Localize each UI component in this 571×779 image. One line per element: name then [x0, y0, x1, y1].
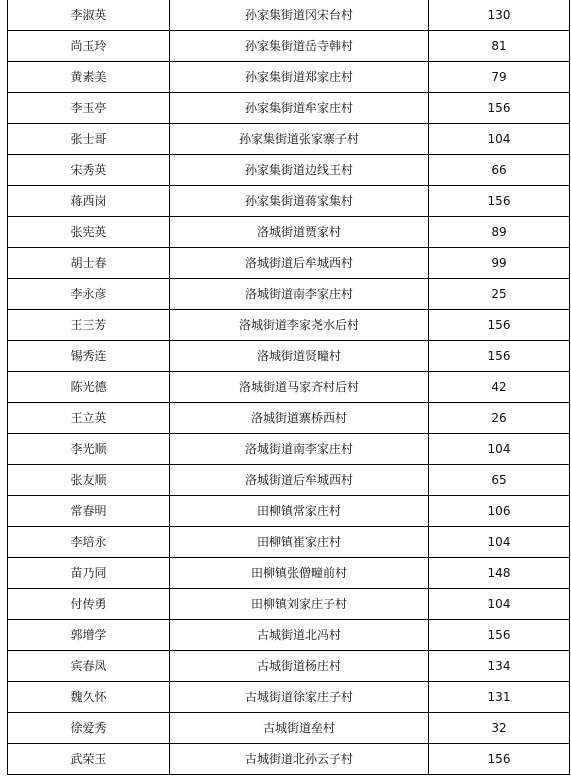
name-cell: 苗乃同: [8, 558, 170, 589]
table-row: [8, 0, 570, 31]
name-cell: 宋秀英: [8, 155, 170, 186]
count-cell: 156: [429, 93, 570, 124]
table-row: [8, 403, 570, 434]
name-cell: 张士哥: [8, 124, 170, 155]
count-cell: 42: [429, 372, 570, 403]
count-cell: 156: [429, 186, 570, 217]
name-cell: 徐爱秀: [8, 713, 170, 744]
count-cell: 156: [429, 620, 570, 651]
count-cell: 106: [429, 496, 570, 527]
table-row: [8, 589, 570, 620]
name-cell: 张友顺: [8, 465, 170, 496]
roster-table: [7, 0, 570, 775]
address-cell: 孙家集街道蒋家集村: [170, 186, 429, 217]
address-cell: 洛城街道南李家庄村: [170, 434, 429, 465]
address-cell: 古城街道北冯村: [170, 620, 429, 651]
name-cell: 李永彦: [8, 279, 170, 310]
name-cell: 李淑英: [8, 0, 170, 31]
address-cell: 孙家集街道边线王村: [170, 155, 429, 186]
table-row: [8, 62, 570, 93]
name-cell: 王立英: [8, 403, 170, 434]
name-cell: 锡秀连: [8, 341, 170, 372]
name-cell: 李玉亭: [8, 93, 170, 124]
table-row: [8, 682, 570, 713]
address-cell: 田柳镇刘家庄子村: [170, 589, 429, 620]
name-cell: 尚玉玲: [8, 31, 170, 62]
table-row: [8, 341, 570, 372]
count-cell: 130: [429, 0, 570, 31]
name-cell: 王三芳: [8, 310, 170, 341]
address-cell: 田柳镇张僧疃前村: [170, 558, 429, 589]
name-cell: 蒋西岗: [8, 186, 170, 217]
count-cell: 26: [429, 403, 570, 434]
name-cell: 黄素美: [8, 62, 170, 93]
count-cell: 104: [429, 434, 570, 465]
roster-table-body: [8, 0, 570, 775]
name-cell: 宾春凤: [8, 651, 170, 682]
address-cell: 孙家集街道郑家庄村: [170, 62, 429, 93]
count-cell: 104: [429, 124, 570, 155]
count-cell: 156: [429, 310, 570, 341]
count-cell: 156: [429, 341, 570, 372]
table-row: [8, 496, 570, 527]
count-cell: 104: [429, 527, 570, 558]
address-cell: 古城街道杨庄村: [170, 651, 429, 682]
table-row: [8, 620, 570, 651]
count-cell: 79: [429, 62, 570, 93]
table-row: [8, 93, 570, 124]
count-cell: 148: [429, 558, 570, 589]
address-cell: 洛城街道马家齐村后村: [170, 372, 429, 403]
name-cell: 胡士春: [8, 248, 170, 279]
address-cell: 洛城街道贾家村: [170, 217, 429, 248]
address-cell: 孙家集街道牟家庄村: [170, 93, 429, 124]
address-cell: 洛城街道后牟城西村: [170, 248, 429, 279]
name-cell: 魏久怀: [8, 682, 170, 713]
table-row: [8, 310, 570, 341]
address-cell: 孙家集街道张家寨子村: [170, 124, 429, 155]
name-cell: 常春明: [8, 496, 170, 527]
table-row: [8, 124, 570, 155]
address-cell: 田柳镇崔家庄村: [170, 527, 429, 558]
table-row: [8, 744, 570, 775]
address-cell: 孙家集街道岳寺韩村: [170, 31, 429, 62]
address-cell: 田柳镇常家庄村: [170, 496, 429, 527]
table-row: [8, 186, 570, 217]
table-row: [8, 527, 570, 558]
address-cell: 洛城街道寨桥西村: [170, 403, 429, 434]
address-cell: 洛城街道贤疃村: [170, 341, 429, 372]
table-row: [8, 372, 570, 403]
table-row: [8, 558, 570, 589]
name-cell: 张宪英: [8, 217, 170, 248]
table-row: [8, 279, 570, 310]
count-cell: 66: [429, 155, 570, 186]
name-cell: 郭增学: [8, 620, 170, 651]
count-cell: 99: [429, 248, 570, 279]
name-cell: 李培永: [8, 527, 170, 558]
count-cell: 65: [429, 465, 570, 496]
table-row: [8, 248, 570, 279]
address-cell: 孙家集街道冈宋台村: [170, 0, 429, 31]
address-cell: 洛城街道南李家庄村: [170, 279, 429, 310]
count-cell: 32: [429, 713, 570, 744]
count-cell: 104: [429, 589, 570, 620]
table-row: [8, 217, 570, 248]
count-cell: 81: [429, 31, 570, 62]
count-cell: 134: [429, 651, 570, 682]
count-cell: 156: [429, 744, 570, 775]
count-cell: 25: [429, 279, 570, 310]
count-cell: 89: [429, 217, 570, 248]
table-row: [8, 155, 570, 186]
table-row: [8, 465, 570, 496]
count-cell: 131: [429, 682, 570, 713]
address-cell: 洛城街道李家尧水后村: [170, 310, 429, 341]
table-row: [8, 651, 570, 682]
address-cell: 古城街道徐家庄子村: [170, 682, 429, 713]
name-cell: 陈光德: [8, 372, 170, 403]
name-cell: 付传勇: [8, 589, 170, 620]
address-cell: 洛城街道后牟城西村: [170, 465, 429, 496]
table-row: [8, 31, 570, 62]
table-row: [8, 713, 570, 744]
address-cell: 古城街道北孙云子村: [170, 744, 429, 775]
table-row: [8, 434, 570, 465]
name-cell: 武荣玉: [8, 744, 170, 775]
address-cell: 古城街道垒村: [170, 713, 429, 744]
name-cell: 李光顺: [8, 434, 170, 465]
